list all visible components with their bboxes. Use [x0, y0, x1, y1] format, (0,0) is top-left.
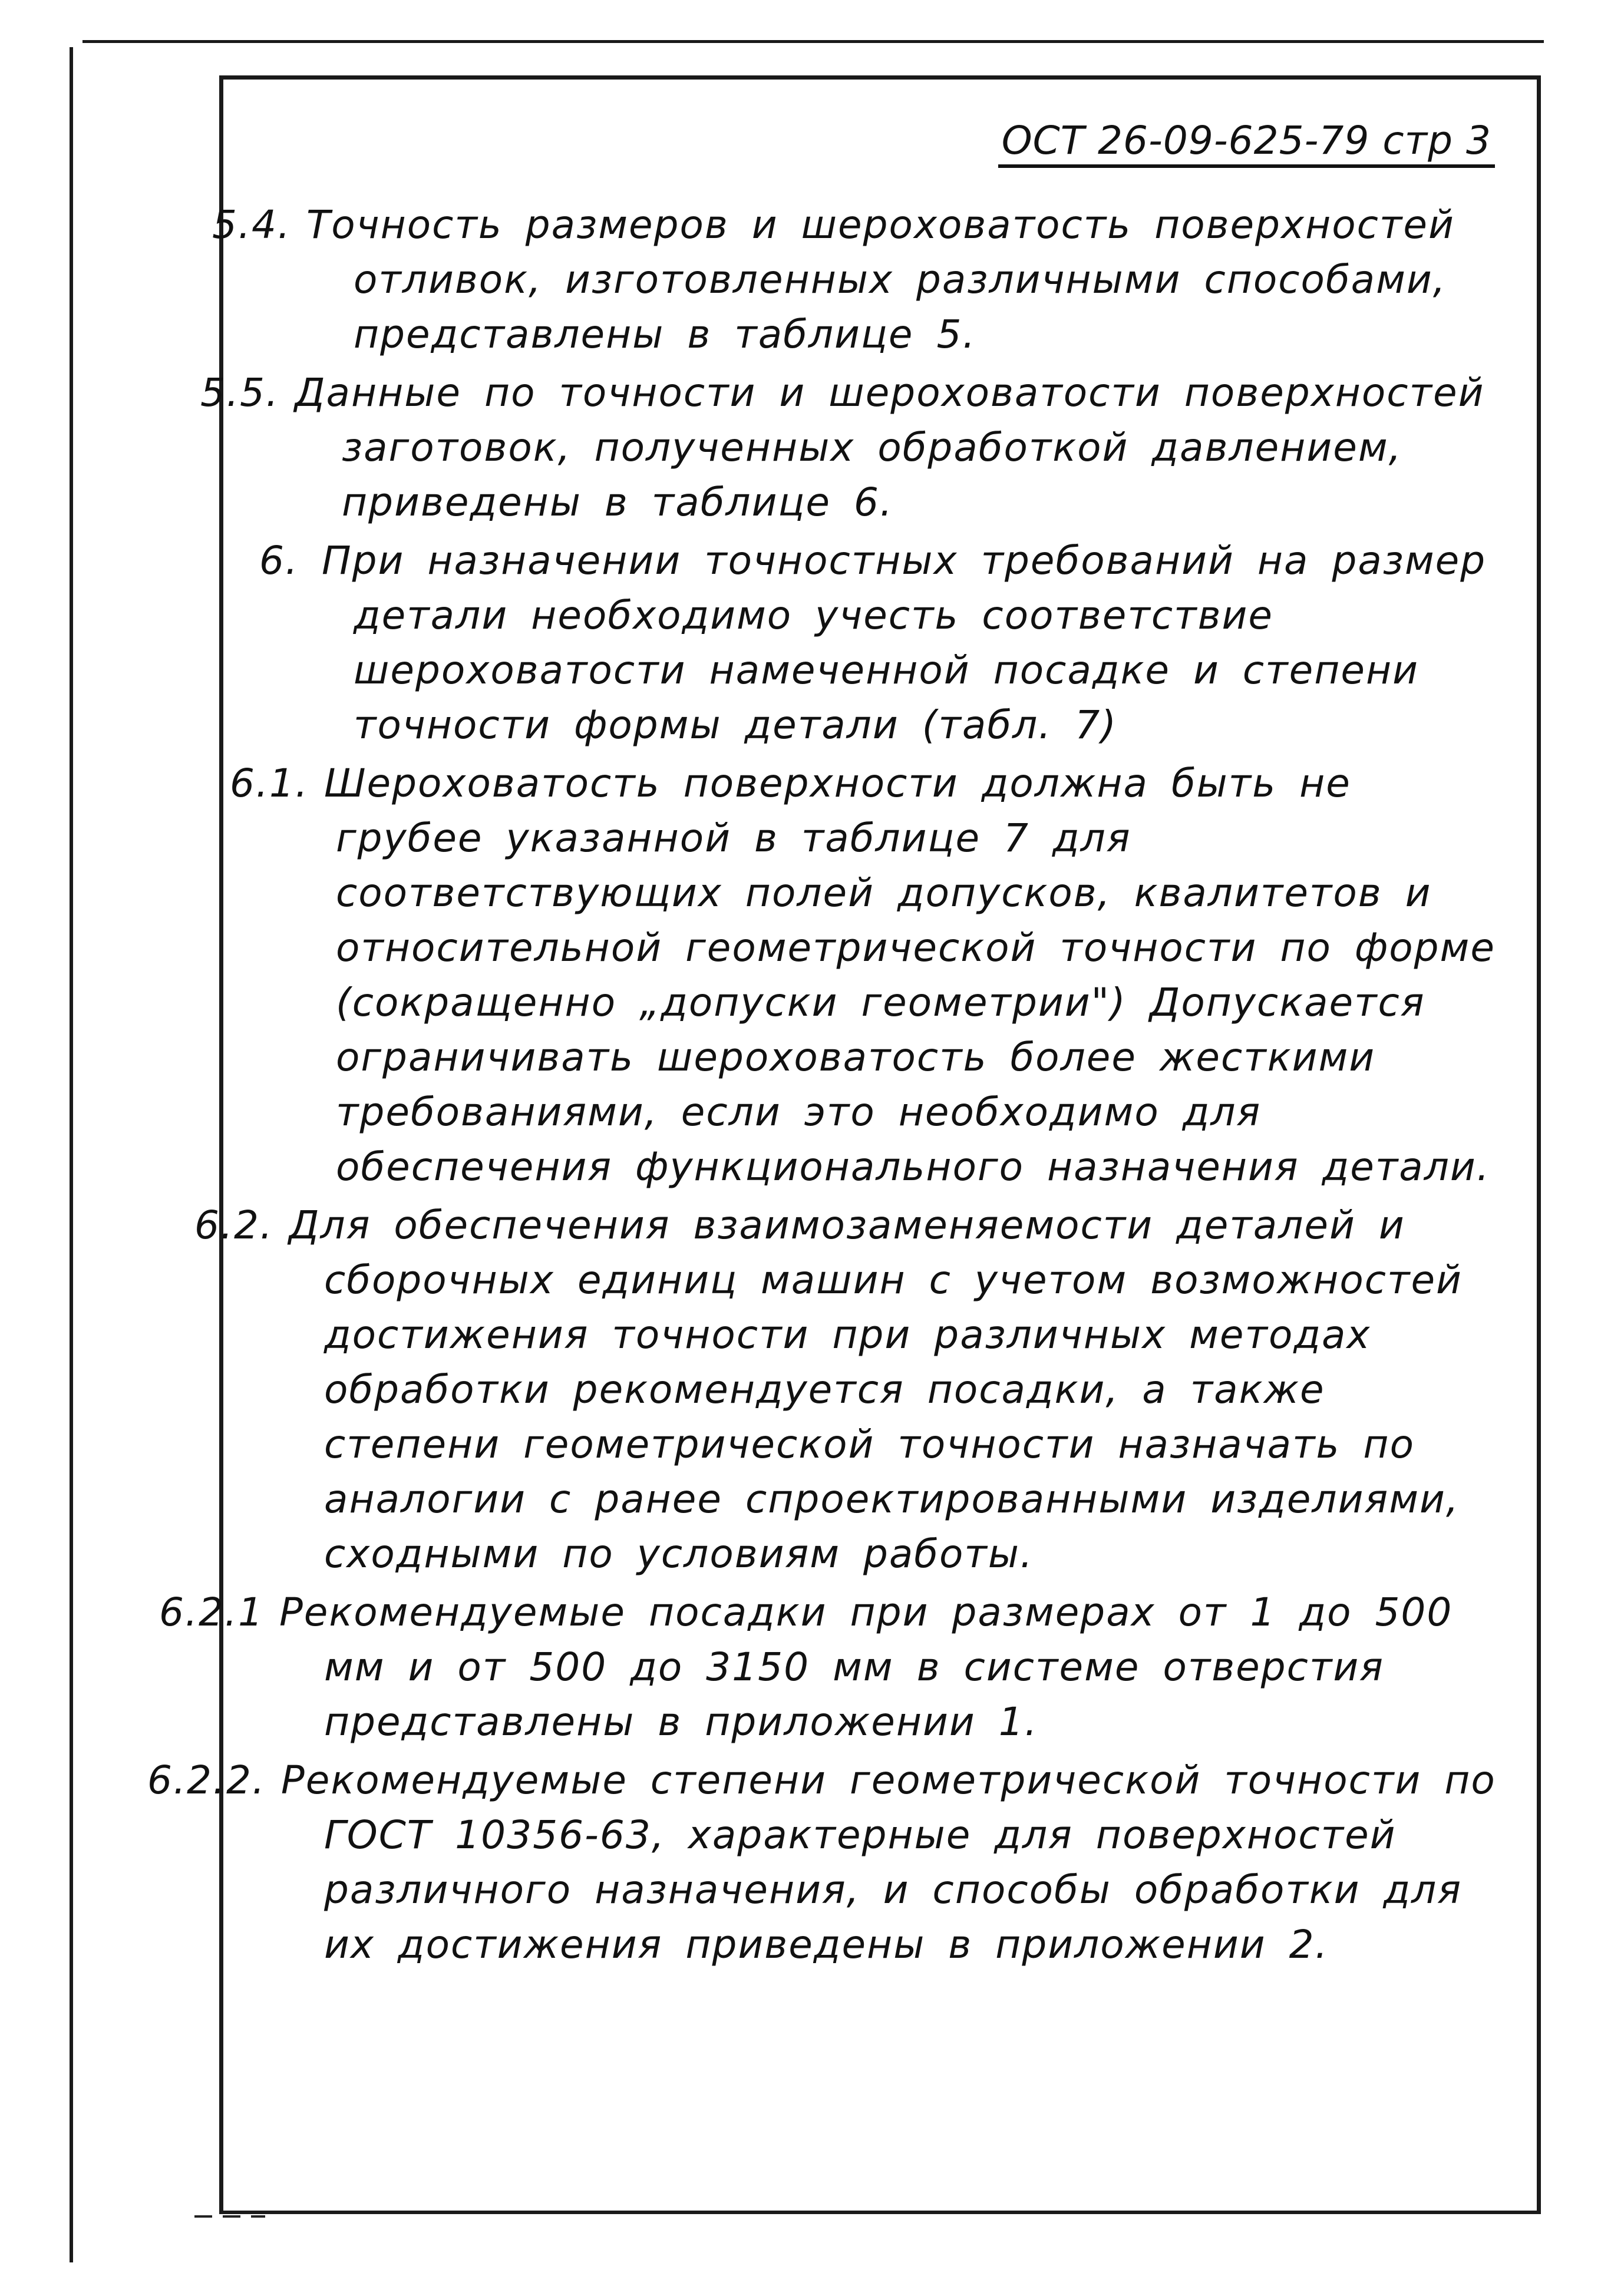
paragraph-text: Шероховатость поверхности должна быть не грубее указанной в таблице 7 для соответствующих полей допусков, квалитетов и относительной геометрической точности по форме (сокращенно „допуски геометрии") Допускается ограничивать шероховатость более жесткими требованиями, если это необходимо для обеспечения функционального назначения детали. [323, 761, 1496, 1190]
paragraph-text: Рекомендуемые степени геометрической точности по ГОСТ 10356-63, характерные для поверхностей различного назначения, и способы обработки для их достижения приведены в приложении 2. [280, 1757, 1496, 1967]
page-frame-bottom [219, 2211, 1541, 2214]
paragraph-6-1 [230, 756, 1497, 1194]
paragraph-number: 6.2. [194, 1202, 273, 1248]
paragraph-number: 6.2.1 [159, 1590, 264, 1635]
paragraph-number: 6.2.2. [147, 1757, 266, 1803]
paragraph-text: Рекомендуемые посадки при размерах от 1 до 500 мм и от 500 до 3150 мм в системе отверстия представлены в приложении 1. [279, 1590, 1453, 1745]
paragraph-6-2-1 [159, 1585, 1497, 1749]
paragraph-5-5 [200, 365, 1497, 530]
paragraph-5-4 [212, 197, 1497, 362]
sheet-left-edge-line [70, 47, 73, 2262]
paragraph-6-2-2 [147, 1753, 1497, 1972]
bottom-dash-mark [194, 2215, 265, 2218]
document-code-header: ОСТ 26-09-625-79 стр 3 [998, 118, 1495, 168]
paragraph-number: 5.4. [212, 202, 291, 247]
paragraph-text: При назначении точностных требований на размер детали необходимо учесть соответствие шероховатости намеченной посадке и степени точности формы детали (табл. 7) [322, 538, 1487, 748]
paragraph-number: 6.1. [230, 761, 309, 806]
paragraph-number: 5.5. [200, 370, 279, 415]
paragraph-text: Для обеспечения взаимозаменяемости деталей и сборочных единиц машин с учетом возможностей достижения точности при различных методах обработки рекомендуется посадки, а также степени геометрической точности назначать по аналогии с ранее спроектированными изделиями, сходными по условиям работы. [288, 1202, 1463, 1577]
paragraph-6: 6. При назначении точностных требований на размер детали необходимо учесть соответствие шероховатости намеченной посадке и степени точности формы детали (табл. 7) [259, 538, 1487, 748]
paragraph-text: Данные по точности и шероховатости поверхностей заготовок, полученных обработкой давлением, приведены в таблице 6. [294, 370, 1485, 525]
paragraph-6-2 [194, 1198, 1497, 1581]
sheet-top-edge-line [82, 40, 1544, 43]
paragraph-text: Точность размеров и шероховатость поверхностей отливок, изготовленных различными способами, представлены в таблице 5. [306, 202, 1455, 357]
document-body [147, 197, 1497, 1975]
